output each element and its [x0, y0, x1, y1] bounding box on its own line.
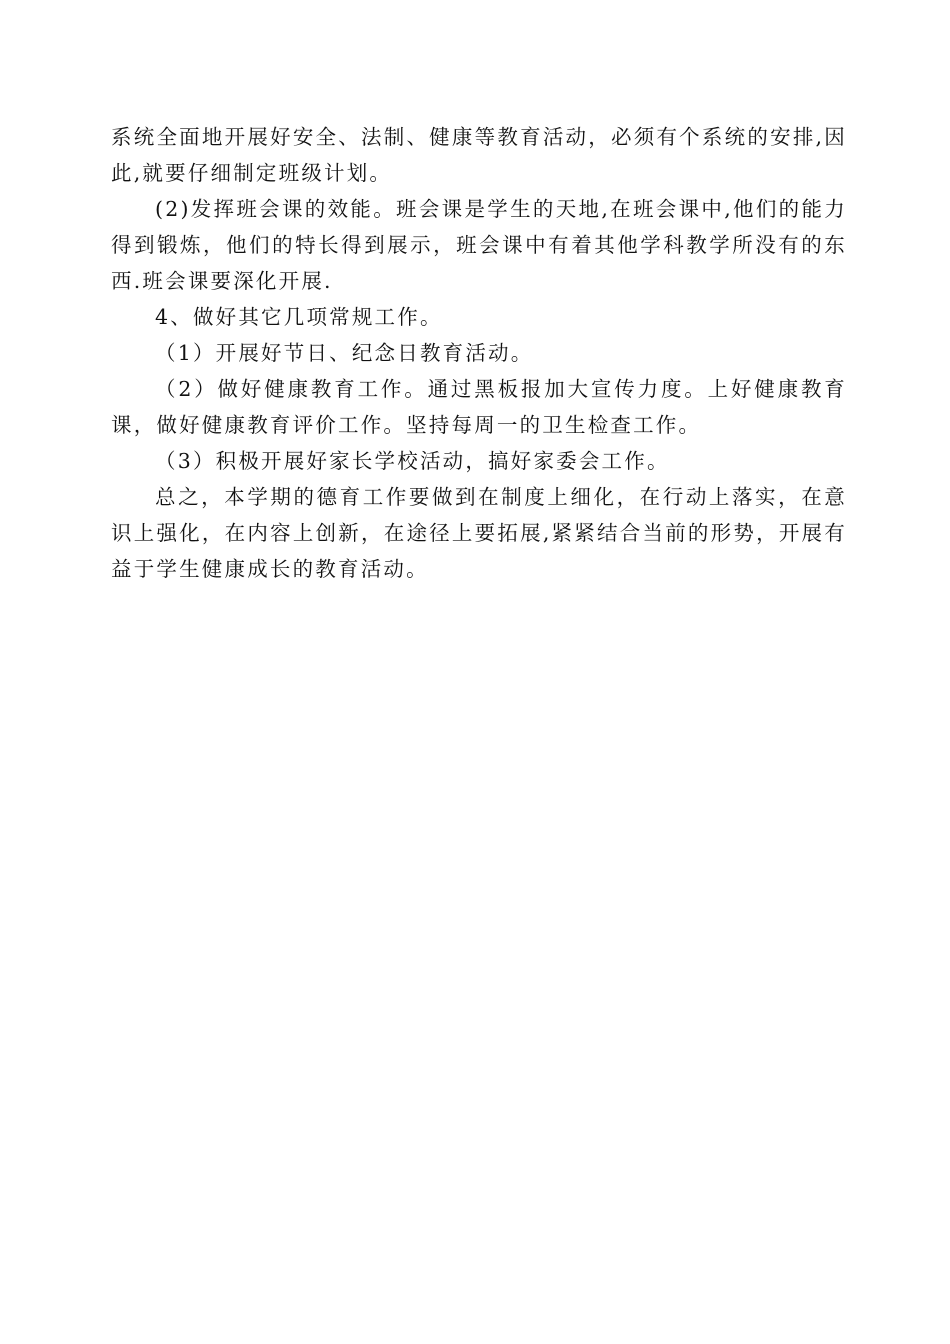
- paragraph-item-2: （2）做好健康教育工作。通过黑板报加大宣传力度。上好健康教育课，做好健康教育评价工作。坚持每周一的卫生检查工作。: [111, 377, 847, 437]
- paragraph-item-3: （3）积极开展好家长学校活动，搞好家委会工作。: [155, 449, 670, 473]
- paragraph-continuation: 系统全面地开展好安全、法制、健康等教育活动，必须有个系统的安排,因此,就要仔细制定班级计划。: [111, 125, 847, 185]
- paragraph-section-4-heading: 4、做好其它几项常规工作。: [155, 305, 443, 329]
- document-body: [111, 119, 847, 587]
- paragraph-item-1: （1）开展好节日、纪念日教育活动。: [155, 341, 534, 365]
- paragraph-summary: 总之，本学期的德育工作要做到在制度上细化，在行动上落实，在意识上强化，在内容上创新，在途径上要拓展,紧紧结合当前的形势，开展有益于学生健康成长的教育活动。: [111, 485, 847, 581]
- paragraph-class-meeting: (2)发挥班会课的效能。班会课是学生的天地,在班会课中,他们的能力得到锻炼，他们的特长得到展示，班会课中有着其他学科教学所没有的东西.班会课要深化开展.: [111, 197, 847, 293]
